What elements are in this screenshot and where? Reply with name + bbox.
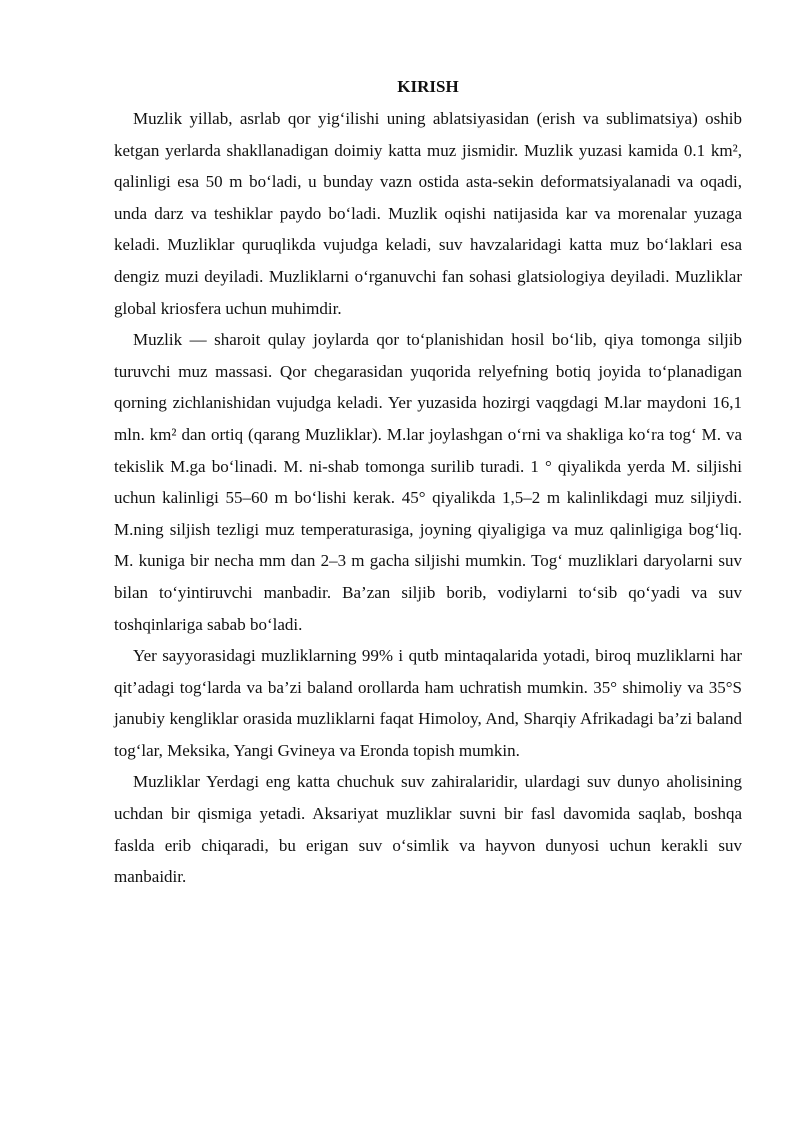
document-page [114, 72, 742, 893]
paragraph-3: Yer sayyorasidagi muzliklarning 99% i qutb mintaqalarida yotadi, biroq muzliklarni har qit’adagi tog‘larda va ba’zi baland orollarda ham uchratish mumkin. 35° shimoliy va 35°S janubiy kengliklar orasida muzliklarni faqat Himoloy, And, Sharqiy Afrikadagi ba’zi baland tog‘lar, Meksika, Yangi Gvineya va Eronda topish mumkin. [114, 646, 742, 760]
paragraph-4: Muzliklar Yerdagi eng katta chuchuk suv zahiralaridir, ulardagi suv dunyo aholisining uchdan bir qismiga yetadi. Aksariyat muzliklar suvni bir fasl davomida saqlab, boshqa faslda erib chiqaradi, bu erigan suv o‘simlik va hayvon dunyosi uchun kerakli suv manbaidir. [114, 772, 742, 887]
page-title: KIRISH [397, 77, 459, 96]
paragraph-2: Muzlik — sharoit qulay joylarda qor to‘planishidan hosil bo‘lib, qiya tomonga siljib turuvchi muz massasi. Qor chegarasidan yuqorida relyefning botiq joyida to‘planadigan qorning zichlanishidan vujudga keladi. Yer yuzasida hozirgi vaqgdagi M.lar maydoni 16,1 mln. km² dan ortiq (qarang Muzliklar). M.lar joylashgan o‘rni va shakliga ko‘ra tog‘ M. va tekislik M.ga bo‘linadi. M. ni-shab tomonga surilib turadi. 1 ° qiyalikda yerda M. siljishi uchun kalinligi 55–60 m bo‘lishi kerak. 45° qiyalikda 1,5–2 m kalinlikdagi muz siljiydi. M.ning siljish tezligi muz temperaturasiga, joyning qiyaligiga va muz qalinligiga bog‘liq. M. kuniga bir necha mm dan 2–3 m gacha siljishi mumkin. Tog‘ muzliklari daryolarni suv bilan to‘yintiruvchi manbadir. Ba’zan siljib borib, vodiylarni to‘sib qo‘yadi va suv toshqinlariga sabab bo‘ladi. [114, 330, 742, 634]
paragraph-1: Muzlik yillab, asrlab qor yig‘ilishi uning ablatsiyasidan (erish va sublimatsiya) oshib ketgan yerlarda shakllanadigan doimiy katta muz jismidir. Muzlik yuzasi kamida 0.1 km², qalinligi esa 50 m bo‘ladi, u bunday vazn ostida asta-sekin deformatsiyalanadi va oqadi, unda darz va teshiklar paydo bo‘ladi. Muzlik oqishi natijasida kar va morenalar yuzaga keladi. Muzliklar quruqlikda vujudga keladi, suv havzalaridagi katta muz bo‘laklari esa dengiz muzi deyiladi. Muzliklarni o‘rganuvchi fan sohasi glatsiologiya deyiladi. Muzliklar global kriosfera uchun muhimdir. [114, 109, 742, 318]
